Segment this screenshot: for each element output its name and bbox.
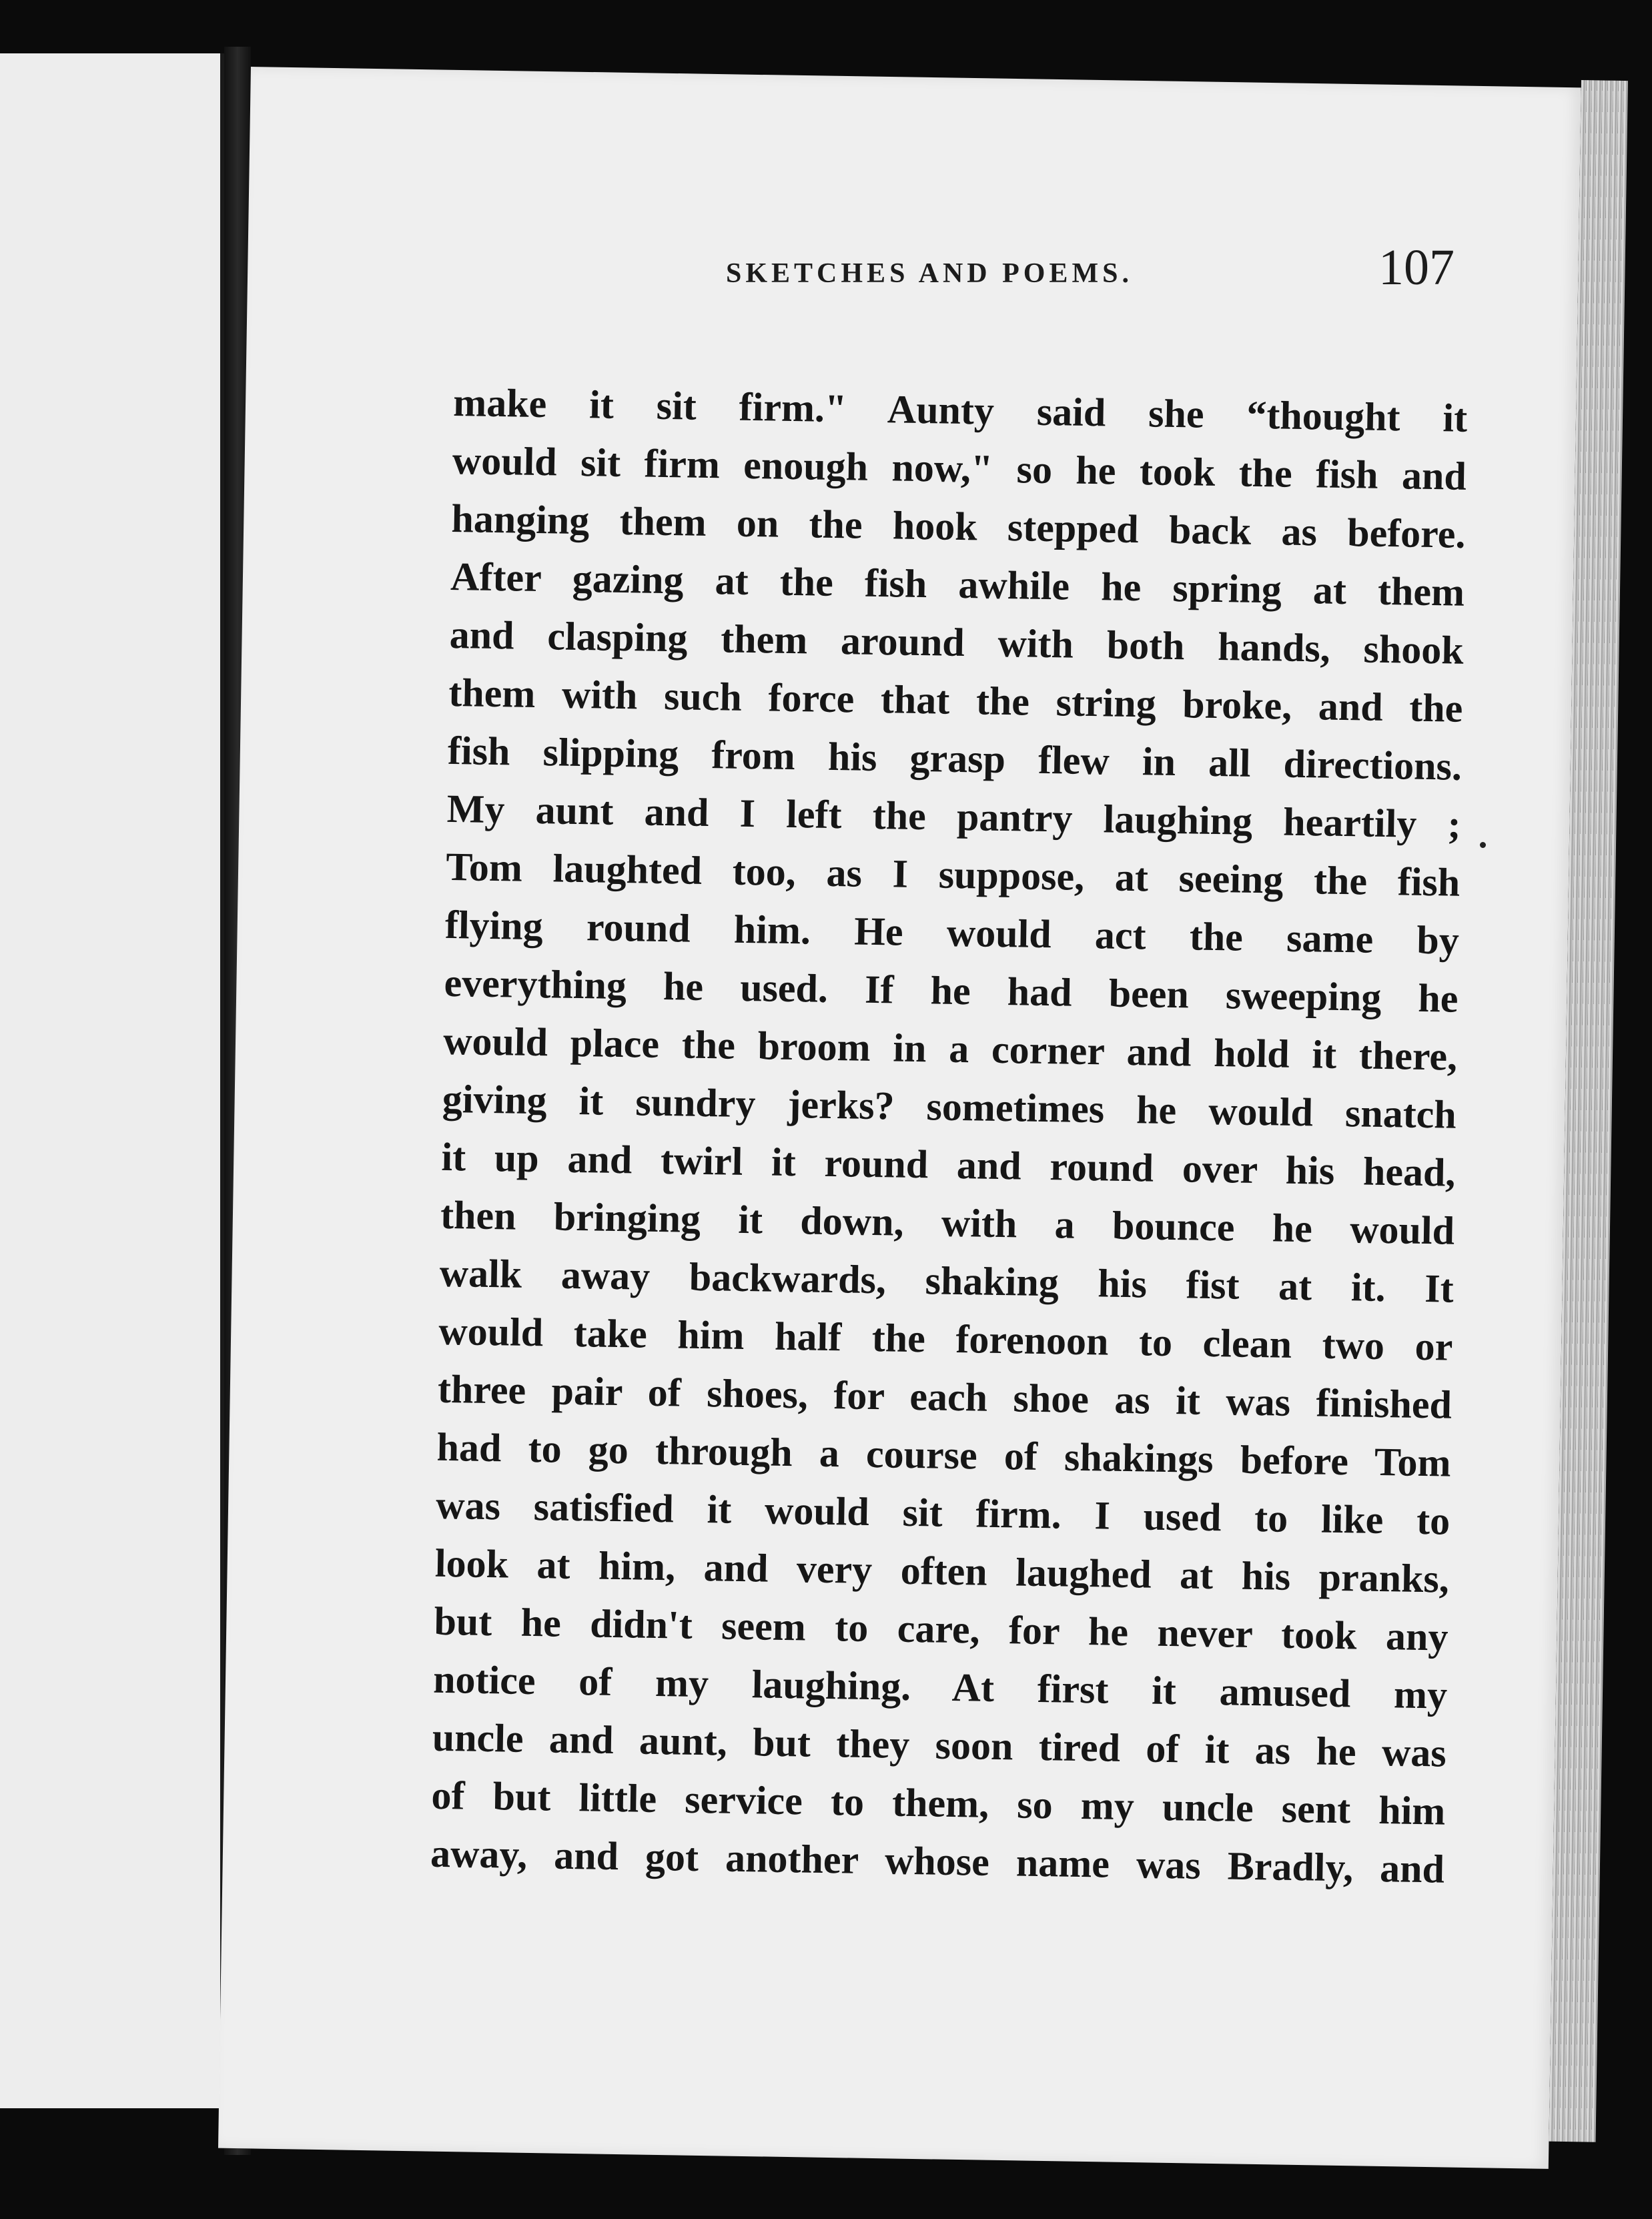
text-line: hanging them on the hook stepped back as before. [451, 496, 1466, 556]
text-line: look at him, and very often laughed at his pranks, [434, 1540, 1450, 1601]
text-line: would sit firm enough now," so he took the fish and [452, 438, 1467, 498]
body-text [430, 374, 1467, 1899]
text-line: fish slipping from his grasp flew in all directions. [447, 728, 1463, 789]
text-line: make it sit firm." Aunty said she “thought it [452, 380, 1468, 440]
text-line: walk away backwards, shaking his fist at it. It [439, 1250, 1455, 1311]
text-line: of but little service to them, so my uncle sent him [431, 1773, 1446, 1833]
text-line: flying round him. He would act the same by [444, 902, 1460, 963]
text-line: everything he used. If he had been sweeping he [444, 960, 1459, 1021]
running-head-title: SKETCHES AND POEMS. [726, 258, 1133, 289]
text-line: Tom laughted too, as I suppose, at seeing the fish [445, 844, 1461, 905]
text-line: then bringing it down, with a bounce he would [440, 1192, 1455, 1253]
text-line: would place the broom in a corner and hold it there, [442, 1018, 1458, 1079]
text-line: and clasping them around with both hands, shook [449, 612, 1465, 673]
left-page-edge [0, 53, 227, 2108]
text-line: notice of my laughing. At first it amused my [432, 1657, 1448, 1717]
text-line: After gazing at the fish awhile he spring at them [450, 554, 1465, 614]
text-line: it up and twirl it round and round over his head, [441, 1134, 1456, 1195]
text-line: giving it sundry jerks? sometimes he would snatch [442, 1076, 1457, 1137]
text-line: would take him half the forenoon to clean two or [438, 1308, 1453, 1369]
text-line: was satisfied it would sit firm. I used to like to [435, 1482, 1451, 1543]
running-head [467, 238, 1508, 311]
text-line: uncle and aunt, but they soon tired of it as he was [432, 1715, 1447, 1775]
text-line: three pair of shoes, for each shoe as it was finished [437, 1366, 1453, 1427]
text-line: them with such force that the string broke, and the [448, 670, 1463, 731]
page-number: 107 [1378, 240, 1455, 296]
text-line: but he didn't seem to care, for he never took any [434, 1599, 1449, 1659]
text-line: had to go through a course of shakings before Tom [436, 1424, 1452, 1485]
text-line: My aunt and I left the pantry laughing heartily ; [446, 786, 1462, 847]
stray-ink-mark [1480, 842, 1486, 848]
text-line: away, and got another whose name was Bradly, and [430, 1831, 1445, 1891]
